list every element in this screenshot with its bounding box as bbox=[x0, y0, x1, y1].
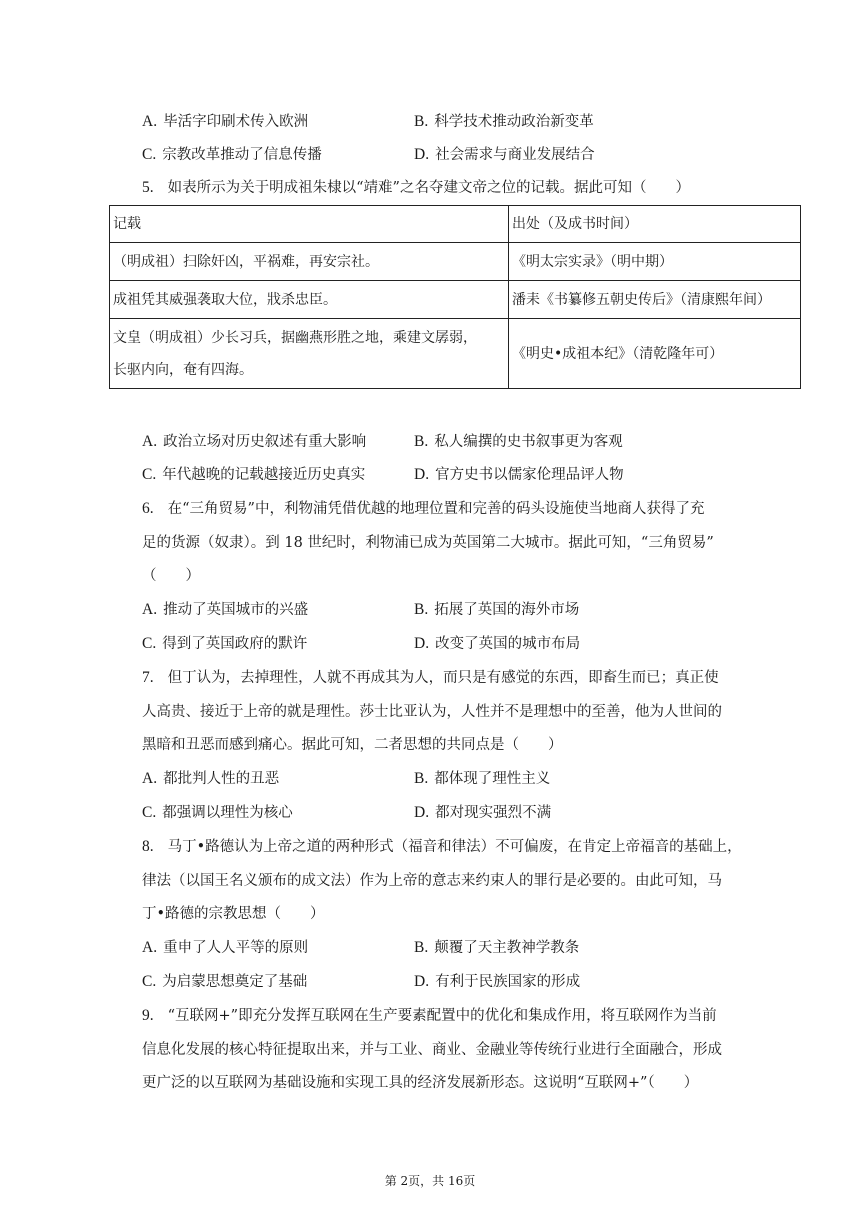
table-cell-line: 文皇（明成祖）少长习兵，据幽燕形胜之地，乘建文孱弱， bbox=[113, 329, 477, 346]
table-cell: （明成祖）扫除奸凶，平祸难，再安宗社。 bbox=[110, 243, 509, 281]
q6-option-a: A. 推动了英国城市的兴盛 bbox=[142, 601, 309, 618]
q5-option-c: C. 年代越晚的记载越接近历史真实 bbox=[142, 466, 366, 483]
q4-option-d: D. 社会需求与商业发展结合 bbox=[414, 146, 595, 163]
q6-stem-line: 足的货源（奴隶）。到 18 世纪时，利物浦已成为英国第二大城市。据此可知，“三角贸易” bbox=[142, 535, 714, 551]
page-footer: 第 2页，共 16页 bbox=[384, 1174, 476, 1188]
table-cell: 《明史•成祖本纪》（清乾隆年可） bbox=[509, 319, 801, 389]
table-cell-line: 长驱内向，奄有四海。 bbox=[113, 361, 253, 378]
q8-stem-line: 8. 马丁•路德认为上帝之道的两种形式（福音和律法）不可偏废，在肯定上帝福音的基础上， bbox=[142, 838, 742, 855]
table-cell: 《明太宗实录》（明中期） bbox=[509, 243, 801, 281]
table-row bbox=[110, 319, 801, 389]
q5-option-b: B. 私人编撰的史书叙事更为客观 bbox=[414, 433, 623, 450]
q5-stem: 5. 如表所示为关于明成祖朱棣以“靖难”之名夺建文帝之位的记载。据此可知（ ） bbox=[142, 179, 690, 196]
q8-option-d: D. 有利于民族国家的形成 bbox=[414, 973, 581, 990]
q8-option-a: A. 重申了人人平等的原则 bbox=[142, 939, 309, 956]
table-row bbox=[110, 243, 801, 281]
q4-option-c: C. 宗教改革推动了信息传播 bbox=[142, 146, 322, 163]
q6-stem-line: （ ） bbox=[142, 568, 200, 584]
table-cell: 成祖凭其威强袭取大位，戕杀忠臣。 bbox=[110, 281, 509, 319]
q9-stem-line: 信息化发展的核心特征提取出来，并与工业、商业、金融业等传统行业进行全面融合，形成 bbox=[142, 1042, 722, 1058]
q5-option-a: A. 政治立场对历史叙述有重大影响 bbox=[142, 433, 367, 450]
q7-option-b: B. 都体现了理性主义 bbox=[414, 770, 551, 787]
q6-option-b: B. 拓展了英国的海外市场 bbox=[414, 601, 580, 618]
q7-stem-line: 7. 但丁认为，去掉理性，人就不再成其为人，而只是有感觉的东西，即畜生而已；真正使 bbox=[142, 669, 719, 686]
q5-option-d: D. 官方史书以儒家伦理品评人物 bbox=[414, 466, 624, 483]
q8-stem-line: 丁•路德的宗教思想（ ） bbox=[142, 906, 325, 922]
q8-option-b: B. 颠覆了天主教神学教条 bbox=[414, 939, 580, 956]
q9-stem-line: 9. “互联网+”即充分发挥互联网在生产要素配置中的优化和集成作用，将互联网作为当前 bbox=[142, 1007, 717, 1024]
q4-option-b: B. 科学技术推动政治新变革 bbox=[414, 113, 594, 130]
q7-option-c: C. 都强调以理性为核心 bbox=[142, 804, 293, 821]
q7-stem-line: 黑暗和丑恶而感到痛心。据此可知，二者思想的共同点是（ ） bbox=[142, 737, 563, 753]
table-cell: 潘耒《书纂修五朝史传后》（清康熙年间） bbox=[509, 281, 801, 319]
q9-stem-line: 更广泛的以互联网为基础设施和实现工具的经济发展新形态。这说明“互联网+”（ ） bbox=[142, 1075, 699, 1091]
q8-stem-line: 律法（以国王名义颁布的成文法）作为上帝的意志来约束人的罪行是必要的。由此可知，马 bbox=[142, 873, 722, 889]
q7-option-d: D. 都对现实强烈不满 bbox=[414, 804, 552, 821]
q8-option-c: C. 为启蒙思想奠定了基础 bbox=[142, 973, 308, 990]
q5-table bbox=[109, 205, 801, 389]
table-cell bbox=[110, 319, 509, 389]
table-header-cell: 记载 bbox=[110, 206, 509, 243]
q6-stem-line: 6. 在“三角贸易”中，利物浦凭借优越的地理位置和完善的码头设施使当地商人获得了充 bbox=[142, 500, 705, 517]
table-row bbox=[110, 281, 801, 319]
q6-option-c: C. 得到了英国政府的默许 bbox=[142, 635, 308, 652]
q6-option-d: D. 改变了英国的城市布局 bbox=[414, 635, 581, 652]
table-header-row bbox=[110, 206, 801, 243]
q7-option-a: A. 都批判人性的丑恶 bbox=[142, 770, 280, 787]
table-header-cell: 出处（及成书时间） bbox=[509, 206, 801, 243]
q4-option-a: A. 毕活字印刷术传入欧洲 bbox=[142, 113, 309, 130]
q7-stem-line: 人高贵、接近于上帝的就是理性。莎士比亚认为，人性并不是理想中的至善，他为人世间的 bbox=[142, 704, 722, 720]
